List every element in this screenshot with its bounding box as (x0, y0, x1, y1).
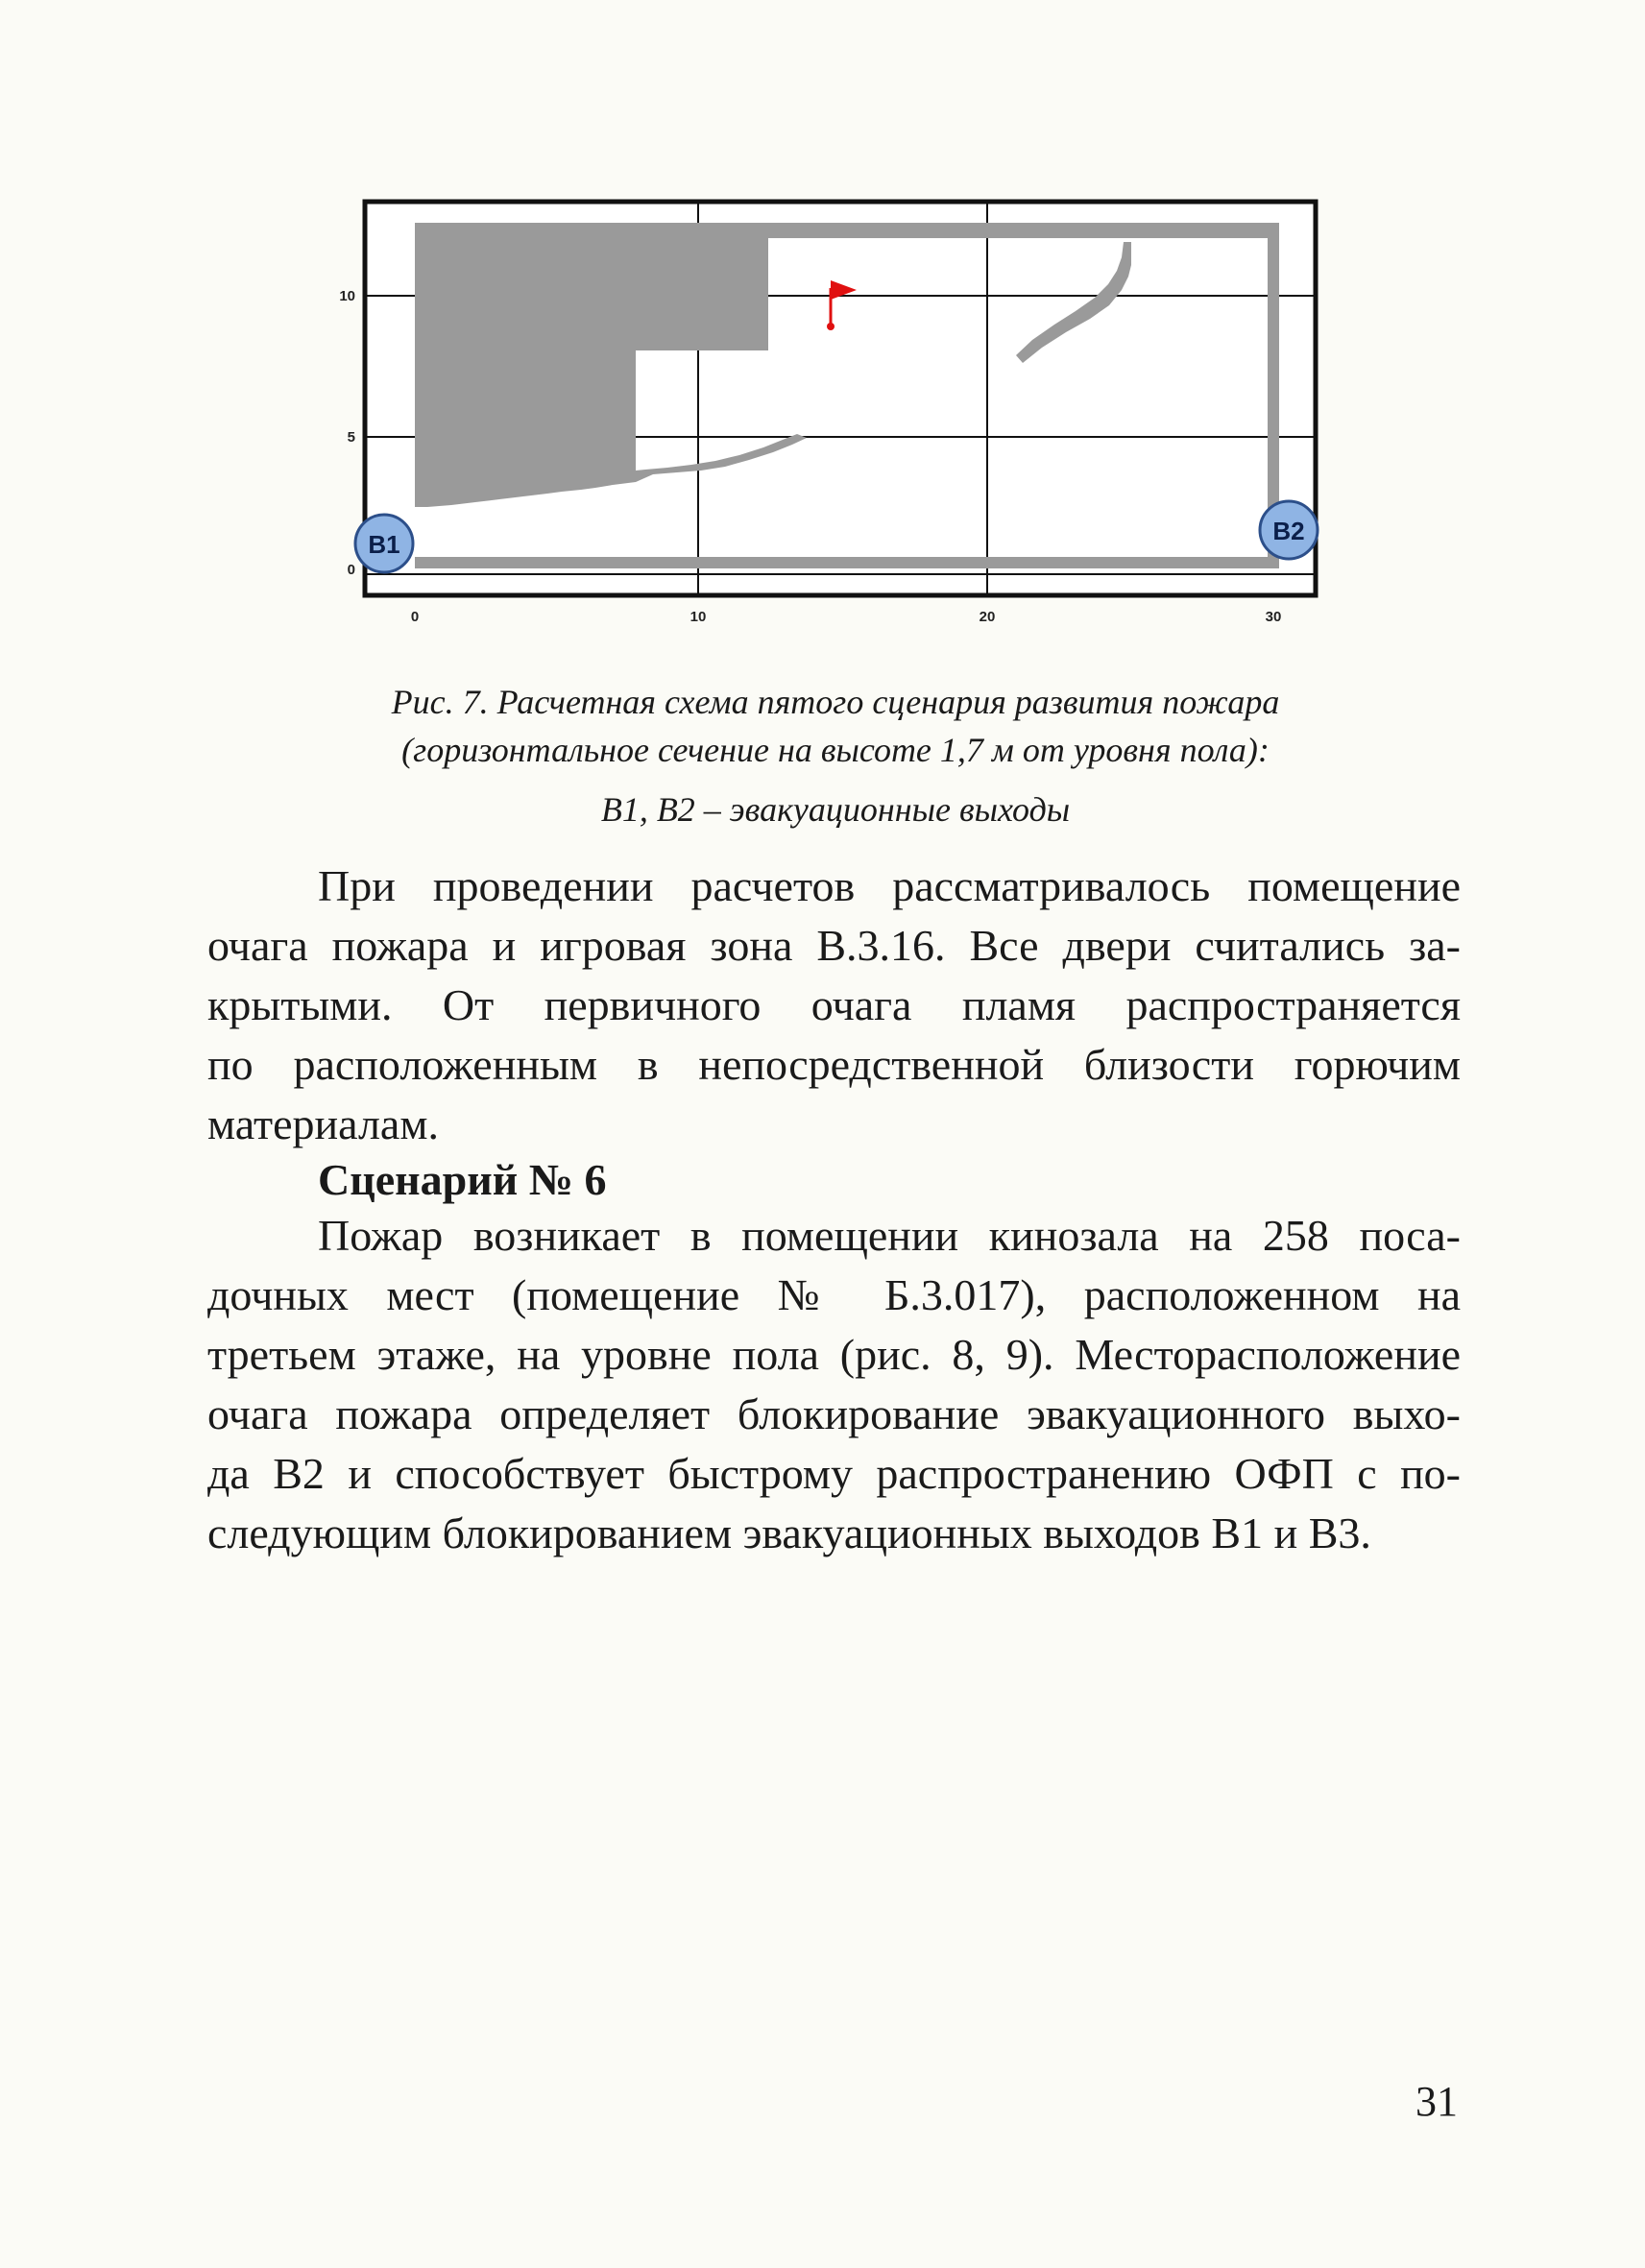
page-number: 31 (1415, 2078, 1458, 2125)
paragraph-line: третьем этаже, на уровне пола (рис. 8, 9). Месторасположение (207, 1330, 1461, 1379)
section-heading: Сценарий № 6 (318, 1155, 607, 1204)
y-tick-label: 10 (339, 288, 355, 304)
y-tick-label: 5 (347, 429, 355, 446)
exit-b2-label: B2 (1272, 517, 1305, 545)
x-tick-label: 0 (410, 609, 420, 625)
paragraph-line: При проведении расчетов рассматривалось помещение (318, 861, 1461, 910)
exit-b2-badge (1260, 501, 1318, 559)
x-tick-label: 20 (979, 609, 996, 625)
paragraph-line: по расположенным в непосредственной близости горючим (207, 1040, 1461, 1089)
x-tick-label: 30 (1265, 609, 1282, 625)
body-paragraph (207, 857, 1461, 1154)
paragraph-line: материалам. (207, 1099, 439, 1148)
paragraph-line: дочных мест (помещение № Б.3.017), расположенном на (207, 1270, 1461, 1319)
exit-b1-label: B1 (368, 530, 400, 559)
figure-caption-line: (горизонтальное сечение на высоте 1,7 м от уровня пола): (401, 731, 1270, 769)
x-tick-label: 10 (689, 609, 707, 625)
smoke-zone-top-corridor (768, 223, 1277, 238)
paragraph-line: Пожар возникает в помещении кинозала на 258 поса- (318, 1211, 1461, 1260)
figure-caption-legend: В1, В2 – эвакуационные выходы (600, 790, 1071, 829)
y-tick-label: 0 (347, 562, 355, 578)
smoke-zone-bottom (415, 557, 1279, 568)
body-paragraph (207, 1206, 1461, 1563)
fire-scenario-figure (307, 182, 1344, 643)
paragraph-line: крытыми. От первичного очага пламя распространяется (207, 980, 1461, 1029)
paragraph-line: очага пожара и игровая зона В.3.16. Все двери считались за- (207, 921, 1461, 970)
figure-caption-line: Рис. 7. Расчетная схема пятого сценария развития пожара (391, 683, 1280, 721)
paragraph-line: да В2 и способствует быстрому распространению ОФП с по- (207, 1449, 1461, 1498)
paragraph-line: очага пожара определяет блокирование эвакуационного выхо- (207, 1389, 1461, 1438)
fire-scheme-plot (307, 182, 1344, 643)
exit-b1-badge (355, 515, 413, 572)
paragraph-line: следующим блокированием эвакуационных выходов В1 и В3. (207, 1508, 1371, 1557)
